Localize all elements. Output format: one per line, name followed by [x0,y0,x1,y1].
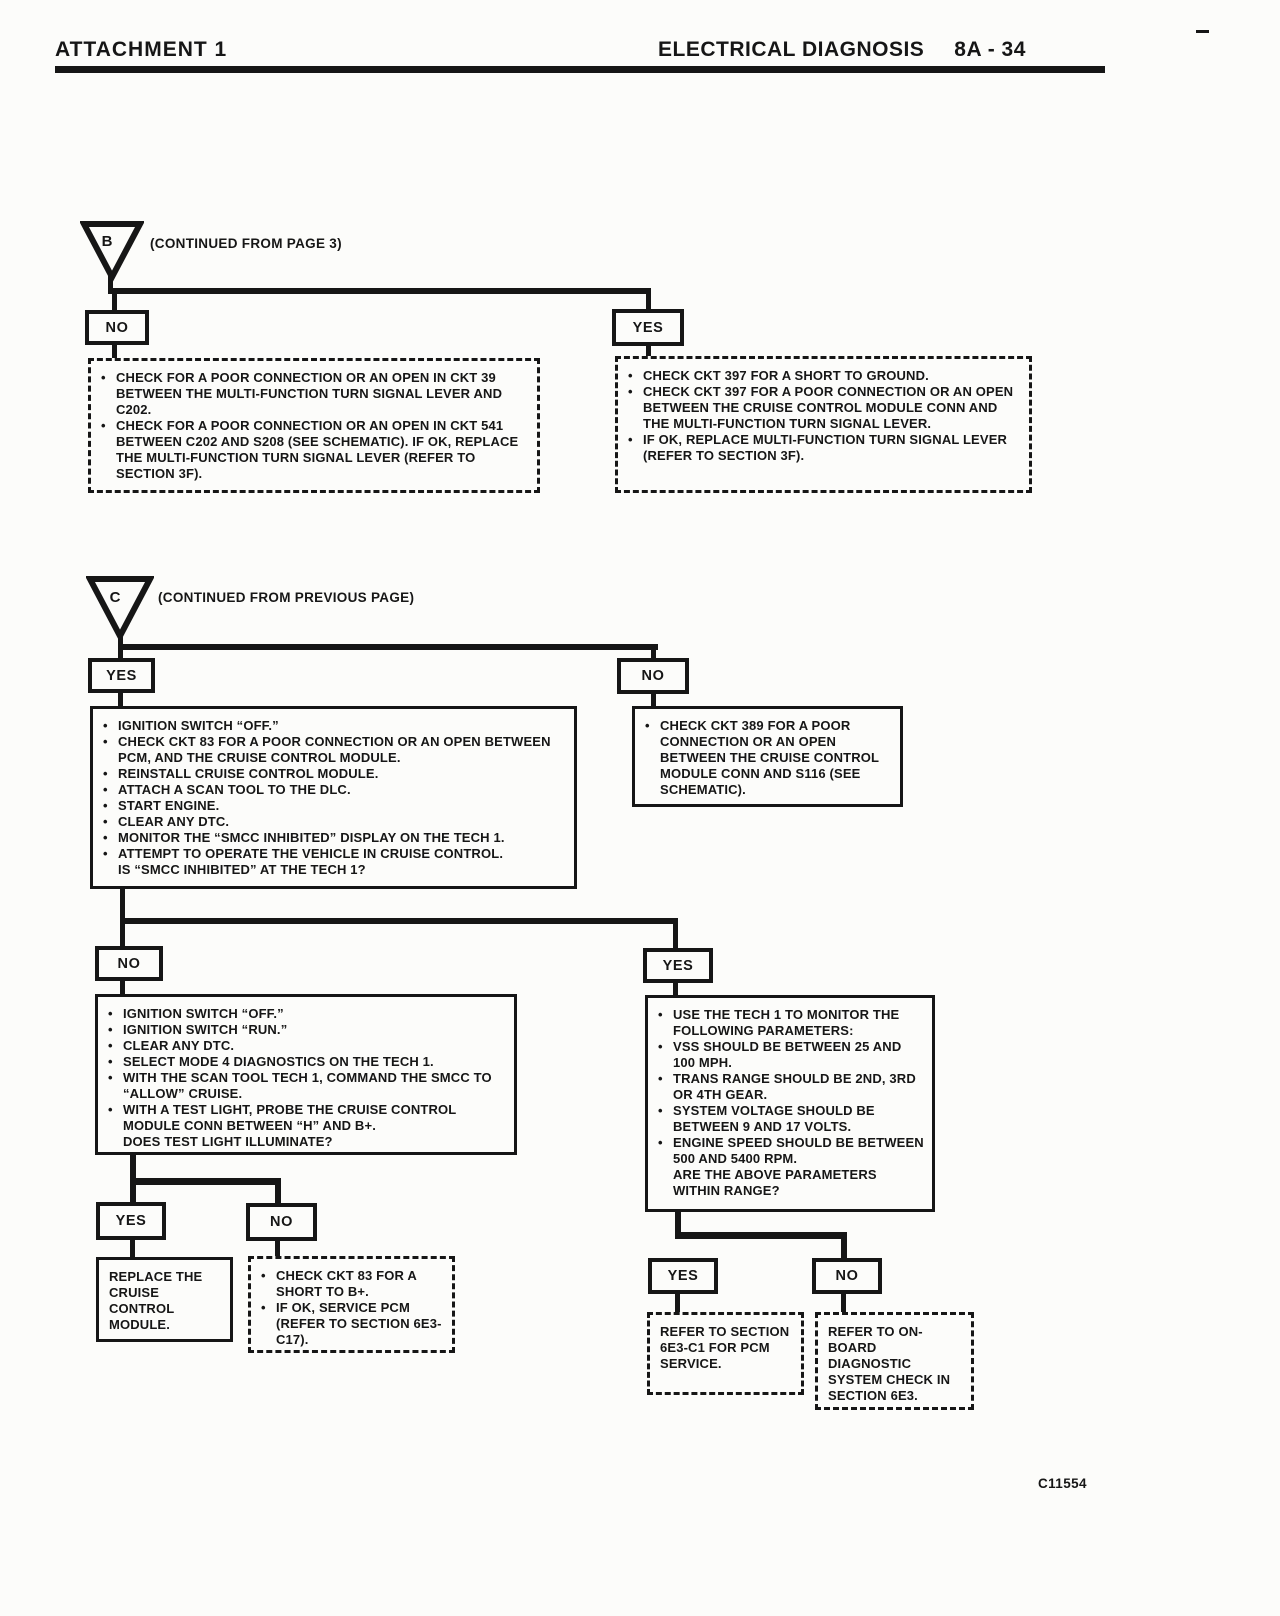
question-line [103,862,566,878]
bullet-icon: • [658,1007,663,1022]
question-line [108,1134,506,1150]
decision-testlight-no [95,946,163,981]
bullet-text: SYSTEM VOLTAGE SHOULD BE BETWEEN 9 AND 17 VOLTS. [673,1103,875,1134]
bullet-text: ARE THE ABOVE PARAMETERS WITHIN RANGE? [673,1167,877,1198]
bullet-line [103,798,566,814]
connector-c-triangle [86,575,154,641]
bullet-icon: • [108,1102,113,1117]
terminal-box-refer-pcm [647,1312,804,1395]
action-box-b-no [88,358,540,493]
bullet-line [658,1135,924,1167]
bullet-icon: • [103,830,108,845]
bullet-icon: • [101,370,106,385]
bullet-icon: • [628,384,633,399]
bullet-text: CHECK CKT 389 FOR A POOR CONNECTION OR AN OPEN BETWEEN THE CRUISE CONTROL MODULE CONN AND S116 (SEE SCHEMATIC). [660,718,879,797]
bullet-line [658,1039,924,1071]
decision-label: YES [662,957,694,974]
bullet-line [103,830,566,846]
bullet-icon: • [261,1268,266,1283]
bullet-text: ENGINE SPEED SHOULD BE BETWEEN 500 AND 5400 RPM. [673,1135,924,1166]
bullet-text: CHECK FOR A POOR CONNECTION OR AN OPEN IN CKT 541 BETWEEN C202 AND S208 (SEE SCHEMATIC). IF OK, REPLACE THE MULTI-FUNCTION TURN SIGNAL LEVER (REFER TO SECTION 3F). [116,418,519,481]
bullet-line [103,814,566,830]
decision-label: NO [641,668,665,684]
action-box-tech1-params [645,995,935,1212]
header-rule [55,66,1105,73]
flow-line [841,1294,846,1312]
bullet-text: WITH A TEST LIGHT, PROBE THE CRUISE CONTROL MODULE CONN BETWEEN “H” AND B+. [123,1102,457,1133]
bullet-text: IGNITION SWITCH “RUN.” [123,1022,288,1037]
flow-line [120,981,125,995]
scan-artifact-dash [1196,30,1209,33]
bullet-line [103,718,566,734]
connector-b-caption: (CONTINUED FROM PAGE 3) [150,236,342,251]
action-box-c-yes [90,706,577,889]
section-title: ELECTRICAL DIAGNOSIS [658,38,925,61]
decision-replace-no [246,1203,317,1241]
page-number: 8A - 34 [954,38,1026,61]
bullet-line [108,1038,506,1054]
bullet-text: MONITOR THE “SMCC INHIBITED” DISPLAY ON THE TECH 1. [118,830,505,845]
bullet-text: TRANS RANGE SHOULD BE 2ND, 3RD OR 4TH GEAR. [673,1071,916,1102]
bullet-icon: • [645,718,650,733]
bullet-line [628,432,1021,464]
decision-label: YES [115,1213,147,1229]
bullet-line [658,1103,924,1135]
flow-line [130,1178,281,1185]
action-box-c-no [632,706,903,807]
bullet-text: CHECK CKT 397 FOR A POOR CONNECTION OR AN OPEN BETWEEN THE CRUISE CONTROL MODULE CONN AND THE MULTI-FUNCTION TURN SIGNAL LEVER. [643,384,1014,431]
bullet-line [261,1268,444,1300]
bullet-line [658,1071,924,1103]
bullet-text: REINSTALL CRUISE CONTROL MODULE. [118,766,379,781]
page-title-left: ATTACHMENT 1 [55,38,228,61]
bullet-text: CHECK CKT 83 FOR A POOR CONNECTION OR AN OPEN BETWEEN PCM, AND THE CRUISE CONTROL MODULE. [118,734,551,765]
bullet-line [103,782,566,798]
bullet-icon: • [108,1070,113,1085]
decision-label: NO [117,955,141,972]
bullet-line [103,734,566,766]
bullet-line [108,1006,506,1022]
decision-label: NO [270,1214,293,1230]
bullet-text: START ENGINE. [118,798,220,813]
bullet-icon: • [108,1022,113,1037]
decision-replace-yes [96,1202,166,1240]
bullet-text: ATTEMPT TO OPERATE THE VEHICLE IN CRUISE CONTROL. [118,846,504,861]
bullet-text: USE THE TECH 1 TO MONITOR THE FOLLOWING PARAMETERS: [673,1007,900,1038]
decision-testlight-yes [643,948,713,983]
bullet-icon: • [658,1135,663,1150]
bullet-text: IF OK, REPLACE MULTI-FUNCTION TURN SIGNAL LEVER (REFER TO SECTION 3F). [643,432,1008,463]
terminal-box-check-ckt83 [248,1256,455,1353]
decision-b-yes [612,309,684,346]
decision-b-no [85,310,149,345]
bullet-line [108,1022,506,1038]
decision-label: YES [106,667,137,684]
flow-line [118,644,658,650]
flow-line [118,692,123,707]
bullet-line [101,370,529,418]
terminal-text: REFER TO ON-BOARD DIAGNOSTIC SYSTEM CHECK IN SECTION 6E3. [828,1324,951,1403]
bullet-line [103,846,566,862]
decision-params-yes [648,1258,718,1294]
terminal-box-replace-module [96,1257,233,1342]
connector-c-caption: (CONTINUED FROM PREVIOUS PAGE) [158,590,415,605]
flow-line [675,1294,680,1312]
bullet-line [103,766,566,782]
decision-label: NO [105,319,129,336]
action-box-b-yes [615,356,1032,493]
terminal-text: REFER TO SECTION 6E3-C1 FOR PCM SERVICE. [660,1324,790,1371]
bullet-text: IF OK, SERVICE PCM (REFER TO SECTION 6E3-C17). [276,1300,442,1347]
bullet-line [108,1102,506,1134]
flow-line [673,918,678,948]
bullet-icon: • [103,814,108,829]
bullet-text: SELECT MODE 4 DIAGNOSTICS ON THE TECH 1. [123,1054,434,1069]
bullet-line [108,1070,506,1102]
flow-line [675,1232,847,1239]
bullet-icon: • [103,734,108,749]
bullet-icon: • [108,1054,113,1069]
bullet-line [101,418,529,482]
flow-line [112,288,117,312]
decision-label: NO [835,1268,859,1284]
bullet-icon: • [658,1103,663,1118]
bullet-icon: • [261,1300,266,1315]
connector-c-letter: C [109,589,121,606]
bullet-text: IGNITION SWITCH “OFF.” [118,718,279,733]
flow-line [120,918,678,924]
flow-line [108,288,651,294]
bullet-text: DOES TEST LIGHT ILLUMINATE? [123,1134,333,1149]
bullet-icon: • [103,782,108,797]
bullet-text: CLEAR ANY DTC. [123,1038,235,1053]
connector-b-letter: B [101,233,113,250]
page-title-right [658,38,1026,62]
bullet-text: CHECK FOR A POOR CONNECTION OR AN OPEN IN CKT 39 BETWEEN THE MULTI-FUNCTION TURN SIGNAL LEVER AND C202. [116,370,503,417]
bullet-line [658,1007,924,1039]
bullet-text: IS “SMCC INHIBITED” AT THE TECH 1? [118,862,366,877]
bullet-text: ATTACH A SCAN TOOL TO THE DLC. [118,782,351,797]
bullet-icon: • [101,418,106,433]
action-box-test-light [95,994,517,1155]
flow-line [112,345,117,359]
question-line [658,1167,924,1199]
bullet-line [108,1054,506,1070]
bullet-text: CHECK CKT 83 FOR A SHORT TO B+. [276,1268,417,1299]
bullet-icon: • [658,1071,663,1086]
bullet-icon: • [658,1039,663,1054]
bullet-icon: • [103,718,108,733]
decision-label: YES [667,1268,699,1284]
flow-line [275,1178,281,1205]
flow-line [130,1240,135,1257]
bullet-line [628,368,1021,384]
bullet-text: CHECK CKT 397 FOR A SHORT TO GROUND. [643,368,929,383]
terminal-box-refer-obd [815,1312,974,1410]
bullet-icon: • [628,432,633,447]
bullet-text: WITH THE SCAN TOOL TECH 1, COMMAND THE SMCC TO “ALLOW” CRUISE. [123,1070,492,1101]
decision-label: YES [632,319,664,336]
figure-code: C11554 [1038,1476,1087,1491]
bullet-icon: • [103,798,108,813]
bullet-line [628,384,1021,432]
bullet-line [261,1300,444,1348]
bullet-icon: • [103,766,108,781]
bullet-icon: • [628,368,633,383]
terminal-text: REPLACE THE CRUISE CONTROL MODULE. [109,1269,203,1332]
bullet-text: CLEAR ANY DTC. [118,814,230,829]
bullet-icon: • [108,1038,113,1053]
decision-c-no [617,658,689,694]
connector-b-triangle [80,220,144,282]
decision-params-no [812,1258,882,1294]
bullet-icon: • [103,846,108,861]
flow-line [651,693,656,707]
flow-line [841,1232,847,1258]
decision-c-yes [88,658,155,693]
flow-line [120,918,125,946]
bullet-text: VSS SHOULD BE BETWEEN 25 AND 100 MPH. [673,1039,902,1070]
bullet-icon: • [108,1006,113,1021]
bullet-text: IGNITION SWITCH “OFF.” [123,1006,284,1021]
bullet-line [645,718,892,798]
flow-line [275,1241,280,1256]
